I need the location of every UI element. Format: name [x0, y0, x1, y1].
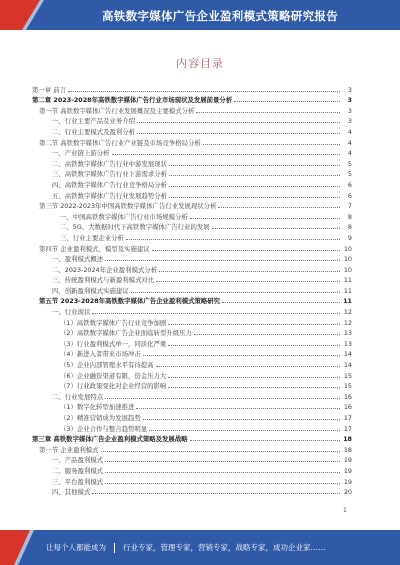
toc-entry[interactable] [32, 242, 352, 253]
toc-entry-title: 二、高铁数字媒体广告行业中游发展现状 [52, 159, 168, 168]
toc-entry-title: 第四节 企业盈利模式、模型及实施建议 [39, 244, 150, 253]
dot-leader [159, 271, 340, 272]
toc-entry-title: 一、行业现状 [52, 308, 91, 317]
toc-entry-title: 一、盈利模式概述 [52, 255, 104, 264]
toc-entry-page: 17 [343, 424, 352, 433]
table-of-contents [32, 83, 352, 496]
toc-entry[interactable] [32, 305, 352, 316]
dot-leader [190, 218, 340, 219]
toc-entry[interactable] [32, 83, 352, 94]
toc-entry-page: 5 [347, 170, 352, 179]
toc-entry-page: 15 [343, 371, 352, 380]
toc-entry-page: 18 [343, 445, 352, 454]
header-banner [0, 0, 400, 30]
toc-entry-title: 第二章 2023-2028年高铁数字媒体广告行业市场现状及发展前景分析 [32, 96, 233, 105]
page-number: 1 [343, 507, 347, 514]
toc-entry-title: 二、行业主要模式及盈利分析 [52, 127, 136, 136]
toc-entry-title: 二、行业发展特点 [52, 392, 104, 401]
toc-entry[interactable] [32, 253, 352, 264]
toc-entry-title: 一、行业主要产品及业务介绍 [52, 117, 136, 126]
dot-leader [203, 144, 340, 145]
toc-entry-page: 8 [347, 223, 352, 232]
toc-entry-page: 10 [343, 265, 352, 274]
dot-leader [169, 175, 340, 176]
dot-leader [169, 197, 340, 198]
dot-leader [168, 377, 340, 378]
dot-leader [137, 133, 340, 134]
dot-leader [105, 461, 340, 462]
toc-entry[interactable] [32, 168, 352, 179]
toc-entry-title: 第一章 前言 [32, 85, 66, 94]
toc-entry-page: 19 [343, 477, 352, 486]
toc-entry-page: 6 [347, 180, 352, 189]
dot-leader [101, 451, 340, 452]
toc-heading: 内容目录 [176, 57, 224, 70]
report-title: 高铁数字媒体广告企业盈利模式策略研究报告 [102, 9, 338, 23]
dot-leader [131, 292, 340, 293]
toc-entry[interactable] [32, 475, 352, 486]
toc-entry-page: 13 [343, 329, 352, 338]
toc-entry[interactable] [32, 401, 352, 412]
footer-banner [0, 530, 400, 565]
toc-entry[interactable] [32, 422, 352, 433]
toc-entry-title: 四、高铁数字媒体广告行业竞争格局分析 [52, 180, 168, 189]
toc-entry-title: 五、高铁数字媒体广告行业发展趋势分析 [52, 191, 168, 200]
toc-entry[interactable] [32, 358, 352, 369]
toc-entry-page: 19 [343, 466, 352, 475]
toc-entry-page: 3 [347, 106, 352, 115]
toc-entry-title: 三、传统盈利模式与新盈利模式对比 [52, 276, 155, 285]
toc-entry-page: 14 [343, 361, 352, 370]
toc-entry-title: 二、2023-2024年企业盈利模式分析 [52, 265, 158, 274]
toc-entry-page: 3 [347, 85, 352, 94]
toc-entry-title: （3）企业合作与整合趋势明显 [60, 424, 148, 433]
toc-entry[interactable] [32, 231, 352, 242]
dot-leader [168, 345, 340, 346]
dot-leader [143, 355, 340, 356]
dot-leader [156, 366, 340, 367]
toc-entry[interactable] [32, 125, 352, 136]
toc-entry-page: 19 [343, 456, 352, 465]
toc-entry-title: （2）精准营销成为发展趋势 [60, 414, 141, 422]
toc-entry[interactable] [32, 263, 352, 274]
toc-entry-title: 二、5G、大数据时代下高铁数字媒体广告行业的发展 [60, 223, 210, 232]
toc-entry[interactable] [32, 274, 352, 285]
dot-leader [218, 207, 340, 208]
toc-entry-page: 11 [343, 286, 352, 295]
toc-entry[interactable] [32, 295, 352, 306]
toc-entry-page: 14 [343, 350, 352, 359]
dot-leader [212, 228, 340, 229]
toc-entry-title: 四、创新盈利模式实施建议 [52, 286, 129, 295]
toc-entry[interactable] [32, 464, 352, 475]
toc-entry[interactable] [32, 200, 352, 211]
toc-entry[interactable] [32, 337, 352, 348]
toc-entry-page: 17 [343, 414, 352, 422]
toc-entry-title: （7）行业政策变化对企业经营的影响 [60, 382, 167, 391]
toc-entry-page: 13 [343, 339, 352, 348]
toc-entry-title: 第二节 高铁数字媒体广告行业产业链及市场竞争格局分析 [39, 138, 201, 147]
dot-leader [168, 324, 340, 325]
toc-entry[interactable] [32, 147, 352, 158]
toc-entry-page: 4 [347, 149, 352, 158]
dot-leader [152, 250, 340, 251]
toc-entry[interactable] [32, 411, 352, 422]
banner-accent-stripe [0, 0, 44, 30]
toc-entry-page: 16 [343, 403, 352, 412]
dot-leader [126, 239, 340, 240]
toc-entry-page: 4 [347, 138, 352, 147]
toc-entry[interactable] [32, 284, 352, 295]
footer-lead: 让每个人都能成为 [46, 543, 106, 552]
toc-entry-title: 第一节 高铁数字媒体广告行业发展概况及主要模式分析 [39, 106, 195, 115]
toc-entry-title: （6）企业融资渠道有限，资金压力大 [60, 371, 167, 380]
dot-leader [149, 430, 340, 431]
toc-entry-title: （4）新进入者带来市场冲击 [60, 350, 141, 359]
toc-entry-page: 5 [347, 159, 352, 168]
toc-entry[interactable] [32, 316, 352, 327]
toc-entry-page: 18 [343, 435, 352, 444]
toc-entry-page: 12 [343, 318, 352, 327]
dot-leader [136, 408, 340, 409]
toc-entry[interactable] [32, 221, 352, 232]
toc-entry-title: 第三节 2022-2023年中国高铁数字媒体广告行业发展现状分析 [39, 202, 217, 211]
dot-leader [68, 91, 340, 92]
dot-leader [156, 281, 340, 282]
dot-leader [169, 165, 340, 166]
toc-entry[interactable] [32, 104, 352, 115]
dot-leader [190, 440, 340, 441]
dot-leader [137, 122, 340, 123]
toc-entry-page: 16 [343, 392, 352, 401]
dot-leader [222, 302, 340, 303]
toc-entry-page: 4 [347, 127, 352, 136]
dot-leader [169, 186, 340, 187]
dot-leader [105, 398, 340, 399]
toc-entry-page: 10 [343, 244, 352, 253]
toc-entry-title: （1）数字化转型加速推进 [60, 403, 135, 412]
toc-entry-title: 三、平台盈利模式 [52, 477, 104, 486]
dot-leader [143, 419, 340, 420]
toc-entry-page: 7 [347, 202, 352, 211]
toc-entry[interactable] [32, 178, 352, 189]
toc-entry[interactable] [32, 94, 352, 105]
toc-entry[interactable] [32, 433, 352, 444]
footer-accent-stripe [0, 530, 34, 565]
toc-entry-page: 3 [347, 96, 352, 105]
dot-leader [92, 313, 340, 314]
toc-entry-title: 一、产品盈利模式 [52, 456, 104, 465]
toc-entry-title: 一、产业链上游分析 [52, 149, 110, 158]
footer-divider [114, 543, 115, 553]
toc-entry-title: 三、高铁数字媒体广告行业下游需求分析 [52, 170, 168, 179]
footer-tagline: 行业专家，管理专家，营销专家，战略专家，成功企业家…… [123, 543, 326, 552]
footer-slogan [46, 542, 326, 553]
toc-entry-page: 11 [343, 276, 352, 285]
toc-entry[interactable] [32, 136, 352, 147]
dot-leader [194, 334, 340, 335]
toc-entry[interactable] [32, 380, 352, 391]
toc-entry-title: 三、行业主要企业分析 [60, 233, 124, 242]
toc-entry[interactable] [32, 189, 352, 200]
toc-entry-title: 第三章 高铁数字媒体广告企业盈利模式策略及发展战略 [32, 435, 188, 444]
toc-entry-page: 15 [343, 382, 352, 391]
toc-entry-title: 第一节 企业盈利模式 [39, 445, 99, 454]
toc-entry[interactable] [32, 390, 352, 401]
toc-entry-page: 8 [347, 212, 352, 221]
toc-entry-page: 20 [343, 488, 352, 497]
toc-entry[interactable] [32, 454, 352, 465]
toc-entry-page: 3 [347, 117, 352, 126]
toc-entry[interactable] [32, 486, 352, 497]
toc-entry[interactable] [32, 157, 352, 168]
toc-entry-page: 10 [343, 255, 352, 264]
toc-entry[interactable] [32, 327, 352, 338]
toc-entry-title: （5）企业内部管理水平有待提高 [60, 361, 154, 370]
toc-entry-title: 一、中国高铁数字媒体广告行业市场规模分析 [60, 212, 188, 221]
dot-leader [196, 112, 340, 113]
toc-entry[interactable] [32, 115, 352, 126]
dot-leader [168, 387, 340, 388]
toc-entry-title: （3）行业盈利模式单一，同质化严重 [60, 339, 167, 348]
dot-leader [105, 483, 340, 484]
toc-entry-title: （2）高铁数字媒体广告企业面临转型升级压力 [60, 329, 192, 338]
toc-entry-page: 9 [347, 233, 352, 242]
toc-entry-page: 11 [343, 297, 352, 306]
toc-entry[interactable] [32, 210, 352, 221]
toc-entry[interactable] [32, 443, 352, 454]
dot-leader [92, 493, 340, 494]
toc-entry-title: （1）高铁数字媒体广告行业竞争加剧 [60, 318, 167, 327]
dot-leader [105, 472, 340, 473]
toc-entry[interactable] [32, 348, 352, 359]
dot-leader [112, 154, 340, 155]
toc-entry-page: 12 [343, 308, 352, 317]
toc-entry-page: 6 [347, 191, 352, 200]
dot-leader [105, 260, 340, 261]
toc-entry[interactable] [32, 369, 352, 380]
toc-entry-title: 第五节 2023-2028年高铁数字媒体广告企业盈利模式策略研究 [39, 297, 221, 306]
toc-entry-title: 四、其他模式 [52, 488, 91, 497]
toc-entry-title: 二、服务盈利模式 [52, 466, 104, 475]
dot-leader [234, 101, 340, 102]
